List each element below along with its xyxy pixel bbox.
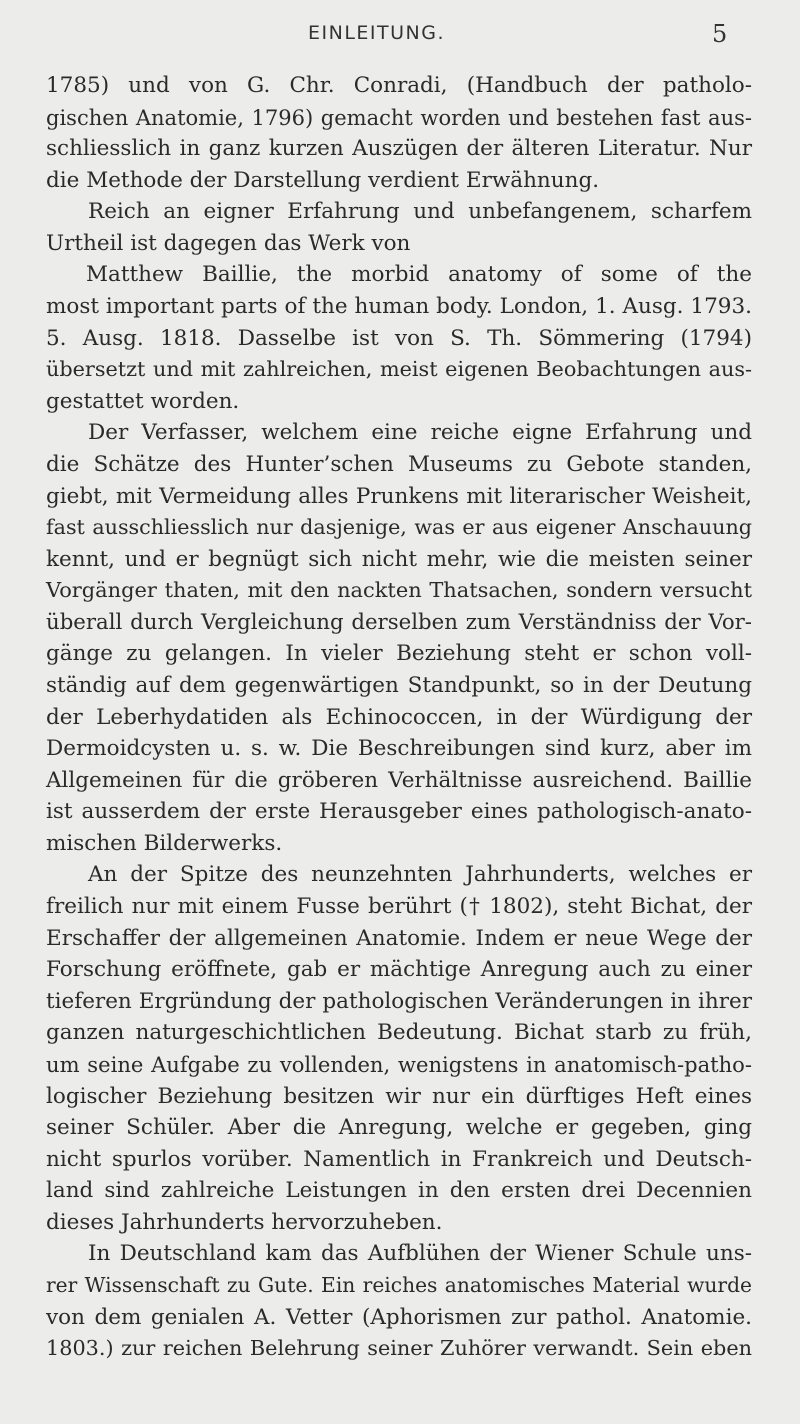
text-line: An der Spitze des neunzehnten Jahrhunderts, welches er [88, 862, 752, 888]
text-line: der Leberhydatiden als Echinococcen, in der Würdigung der [46, 704, 752, 730]
text-line: mischen Bilderwerks. [46, 830, 283, 856]
text-line: In Deutschland kam das Aufblühen der Wiener Schule uns- [88, 1241, 752, 1267]
text-line: gänge zu gelangen. In vieler Beziehung steht er schon voll- [46, 641, 752, 667]
text-line: nicht spurlos vorüber. Namentlich in Frankreich und Deutsch- [46, 1146, 752, 1172]
text-line: ständig auf dem gegenwärtigen Standpunkt, so in der Deutung [46, 672, 752, 698]
text-line: seiner Schüler. Aber die Anregung, welche er gegeben, ging [46, 1115, 752, 1141]
text-line: Matthew Baillie, the morbid anatomy of some of the [86, 262, 752, 288]
text-line: giebt, mit Vermeidung alles Prunkens mit literarischer Weisheit, [46, 483, 752, 509]
text-line: ganzen naturgeschichtlichen Bedeutung. Bichat starb zu früh, [46, 1020, 752, 1046]
text-line: 1803.) zur reichen Belehrung seiner Zuhörer verwandt. Sein eben [46, 1336, 752, 1361]
text-line: um seine Aufgabe zu vollenden, wenigstens in anatomisch-patho- [46, 1051, 752, 1077]
text-line: 5. Ausg. 1818. Dasselbe ist von S. Th. Sömmering (1794) [46, 325, 752, 351]
text-line: gestattet worden. [46, 388, 240, 414]
text-line: Reich an eigner Erfahrung und unbefangenem, scharfem [88, 199, 752, 225]
page-number: 5 [712, 20, 728, 48]
text-line: Forschung eröffnete, gab er mächtige Anregung auch zu einer [46, 957, 752, 983]
text-line: kennt, und er begnügt sich nicht mehr, wie die meisten seiner [46, 546, 752, 572]
text-line: gischen Anatomie, 1796) gemacht worden und bestehen fast aus- [46, 104, 752, 130]
text-line: freilich nur mit einem Fusse berührt († 1802), steht Bichat, der [46, 894, 752, 920]
text-line: rer Wissenschaft zu Gute. Ein reiches anatomisches Material wurde [46, 1272, 752, 1297]
text-line: von dem genialen A. Vetter (Aphorismen zur pathol. Anatomie. [46, 1304, 752, 1330]
text-line: logischer Beziehung besitzen wir nur ein dürftiges Heft eines [46, 1083, 752, 1109]
text-line: dieses Jahrhunderts hervorzuheben. [46, 1209, 443, 1235]
running-title: EINLEITUNG. [308, 22, 446, 44]
running-head [0, 22, 800, 62]
text-line: die Methode der Darstellung verdient Erwähnung. [46, 167, 600, 193]
text-line: Vorgänger thaten, mit den nackten Thatsachen, sondern versucht [46, 578, 752, 603]
text-line: Der Verfasser, welchem eine reiche eigne Erfahrung und [88, 420, 752, 446]
text-line: Erschaffer der allgemeinen Anatomie. Indem er neue Wege der [46, 925, 752, 951]
text-line: Dermoidcysten u. s. w. Die Beschreibungen sind kurz, aber im [46, 736, 752, 762]
text-line: fast ausschliesslich nur dasjenige, was er aus eigener Anschauung [46, 515, 752, 540]
text-line: Urtheil ist dagegen das Werk von [46, 230, 411, 256]
text-line: land sind zahlreiche Leistungen in den ersten drei Decennien [46, 1178, 752, 1204]
text-line: schliesslich in ganz kurzen Auszügen der älteren Literatur. Nur [46, 136, 752, 162]
text-line: tieferen Ergründung der pathologischen Veränderungen in ihrer [46, 988, 752, 1014]
text-line: überall durch Vergleichung derselben zum Verständniss der Vor- [46, 609, 752, 635]
text-line: most important parts of the human body. London, 1. Ausg. 1793. [46, 294, 752, 320]
text-line: übersetzt und mit zahlreichen, meist eigenen Beobachtungen aus- [46, 357, 752, 382]
text-line: Allgemeinen für die gröberen Verhältnisse ausreichend. Baillie [46, 767, 752, 793]
body-text [46, 70, 752, 1365]
text-line: ist ausserdem der erste Herausgeber eines pathologisch-anato- [46, 799, 752, 825]
text-line: die Schätze des Hunter’schen Museums zu Gebote standen, [46, 451, 752, 477]
text-line: 1785) und von G. Chr. Conradi, (Handbuch der patholo- [46, 73, 752, 98]
